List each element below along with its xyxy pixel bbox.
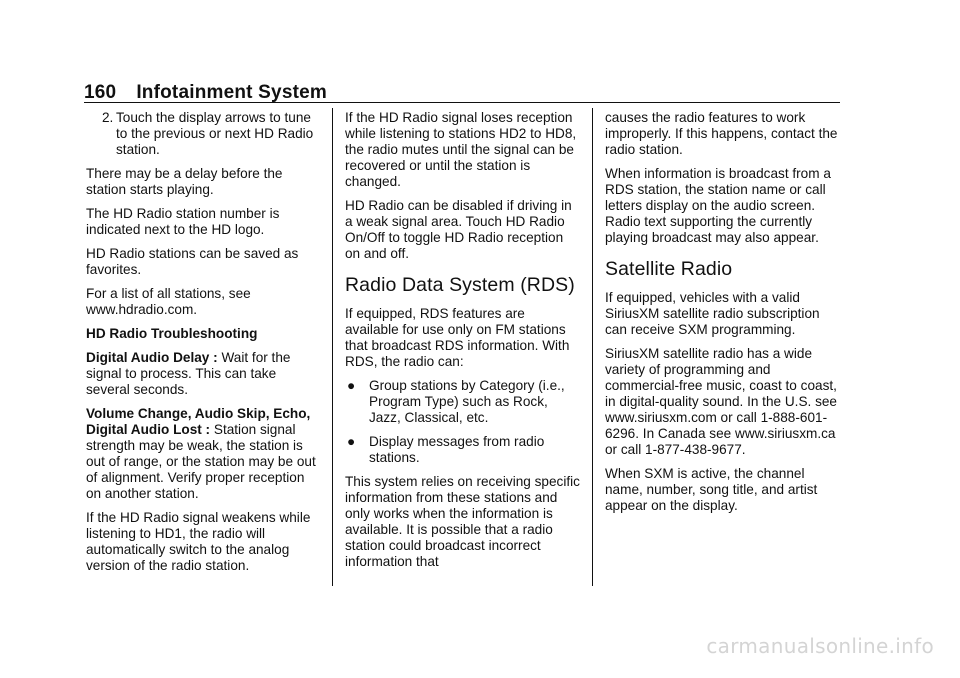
paragraph-improper-features: causes the radio features to work improperly. If this happens, contact the radio station. <box>605 110 838 157</box>
page-number: 160 <box>84 82 117 103</box>
paragraph-favorites: HD Radio stations can be saved as favorites. <box>86 246 299 277</box>
column-1 <box>86 110 322 582</box>
paragraph-signal-weakens: If the HD Radio signal weakens while listening to HD1, the radio will automatically switch to the analog version of the radio station. <box>86 510 311 573</box>
paragraph-rds-intro: If equipped, RDS features are available for use only on FM stations that broadcast RDS information. With RDS, the radio can: <box>345 306 570 369</box>
bullet-icon: ● <box>347 434 356 449</box>
entry-description: Station signal strength may be weak, the station is out of range, or the station may be out of alignment. Verify proper reception on another station. <box>86 422 316 501</box>
paragraph-signal-loses: If the HD Radio signal loses reception while listening to stations HD2 to HD8, the radio mutes until the signal can be recovered or until the station is changed. <box>345 110 577 189</box>
troubleshooting-heading: HD Radio Troubleshooting <box>86 326 258 341</box>
section-title: Infotainment System <box>136 82 327 103</box>
step-text: Touch the display arrows to tune to the previous or next HD Radio station. <box>116 110 314 157</box>
paragraph-sxm-equipped: If equipped, vehicles with a valid SiriusXM satellite radio subscription can receive SXM programming. <box>605 290 820 337</box>
paragraph-station-list: For a list of all stations, see www.hdradio.com. <box>86 286 251 317</box>
paragraph-station-number: The HD Radio station number is indicated next to the HD logo. <box>86 206 280 237</box>
page-header <box>84 82 327 104</box>
header-rule <box>84 102 840 103</box>
entry-description: Wait for the signal to process. This can take several seconds. <box>86 350 291 397</box>
entry-volume-change <box>86 406 322 502</box>
rds-bullet-list <box>345 378 581 466</box>
list-item-text: Group stations by Category (i.e., Program Type) such as Rock, Jazz, Classical, etc. <box>369 378 565 425</box>
entry-digital-audio-delay <box>86 350 322 398</box>
watermark: carmanualsonline.info <box>706 634 934 658</box>
column-divider-2 <box>592 108 593 586</box>
column-divider-1 <box>332 108 333 586</box>
paragraph-delay: There may be a delay before the station starts playing. <box>86 166 283 197</box>
list-item <box>345 434 581 466</box>
satellite-heading: Satellite Radio <box>605 258 733 280</box>
bullet-icon: ● <box>347 378 356 393</box>
paragraph-sxm-variety: SiriusXM satellite radio has a wide variety of programming and commercial-free music, coast to coast, in digital-quality sound. In the U.S. see www.siriusxm.com or call 1-888-601-6296. In Canada see www.siriusxm.ca or call 1-877-438-9677. <box>605 346 837 457</box>
list-item <box>345 378 581 426</box>
paragraph-sxm-active: When SXM is active, the channel name, number, song title, and artist appear on the display. <box>605 466 818 513</box>
column-3 <box>605 110 843 522</box>
numbered-step-2 <box>86 110 322 158</box>
paragraph-disable-hd: HD Radio can be disabled if driving in a weak signal area. Touch HD Radio On/Off to toggle HD Radio reception on and off. <box>345 198 572 261</box>
step-number: 2. <box>102 110 114 125</box>
rds-heading: Radio Data System (RDS) <box>345 274 575 296</box>
paragraph-system-relies: This system relies on receiving specific information from these stations and only works when the information is available. It is possible that a radio station could broadcast incorrect information that <box>345 474 580 569</box>
paragraph-rds-broadcast: When information is broadcast from a RDS station, the station name or call letters display on the audio screen. Radio text supporting the currently playing broadcast may also appear. <box>605 166 831 245</box>
column-2 <box>345 110 581 578</box>
entry-term: Volume Change, Audio Skip, Echo, Digital Audio Lost : <box>86 406 311 437</box>
list-item-text: Display messages from radio stations. <box>369 434 545 465</box>
entry-term: Digital Audio Delay : <box>86 350 222 365</box>
